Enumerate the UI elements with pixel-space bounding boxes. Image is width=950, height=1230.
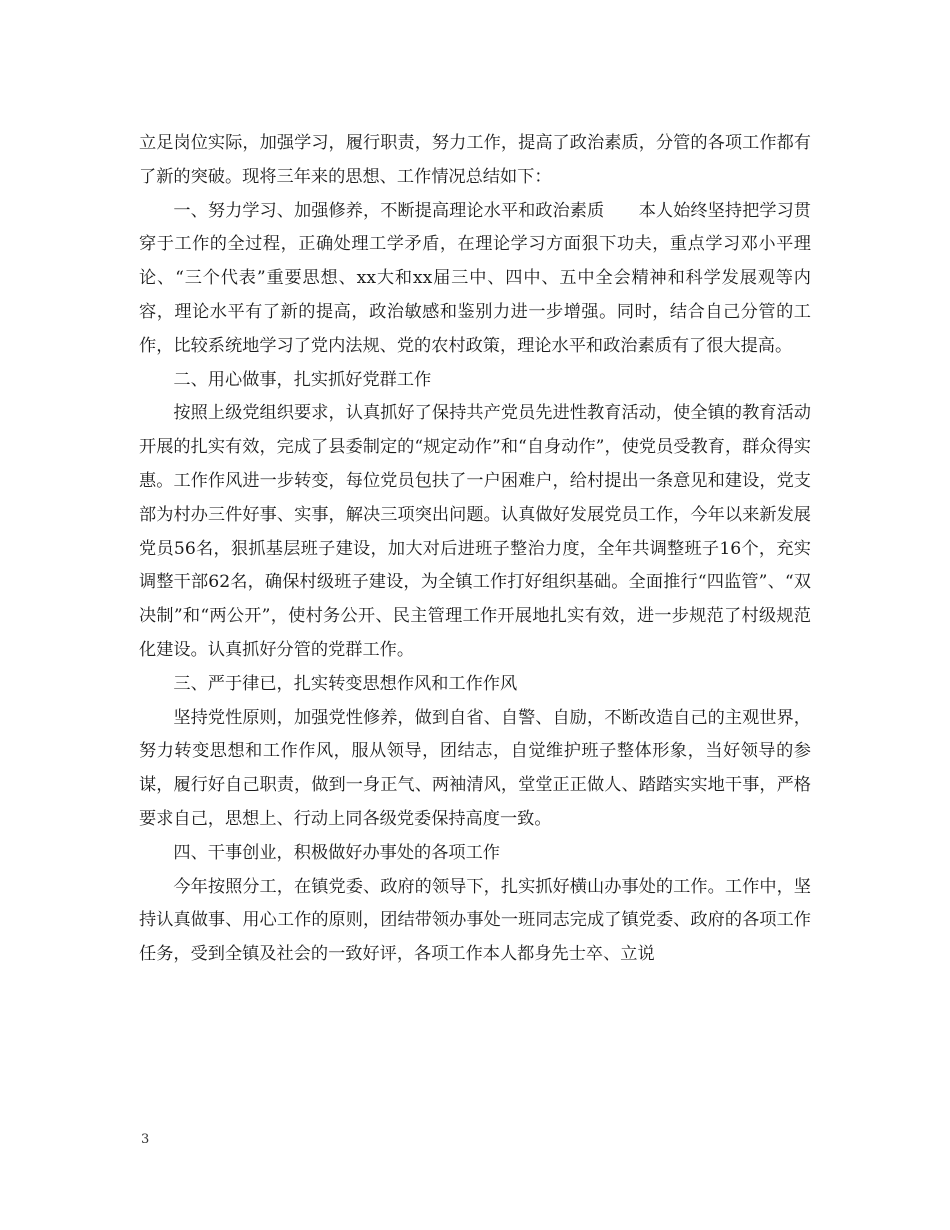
heading-section-3: 三、严于律已，扎实转变思想作风和工作作风 xyxy=(173,673,518,694)
paragraph-section-4: 今年按照分工，在镇党委、政府的领导下，扎实抓好横山办事处的工作。工作中，坚持认真做事、用心工作的原则，团结带领办事处一班同志完成了镇党委、政府的各项工作任务，受到全镇及社会的一致好评，各项工作本人都身先士卒、立说 xyxy=(139,876,811,965)
paragraph-section-2: 按照上级党组织要求，认真抓好了保持共产党员先进性教育活动，使全镇的教育活动开展的扎实有效，完成了县委制定的“规定动作”和“自身动作”，使党员受教育，群众得实惠。工作作风进一步转变，每位党员包扶了一户困难户，给村提出一条意见和建设，党支部为村办三件好事、实事，解决三项突出问题。认真做好发展党员工作，今年以来新发展党员56名，狠抓基层班子建设，加大对后进班子整治力度，全年共调整班子16个，充实调整干部62名，确保村级班子建设，为全镇工作打好组织基础。全面推行“四监管”、“双决制”和“两公开”，使村务公开、民主管理工作开展地扎实有效，进一步规范了村级规范化建设。认真抓好分管的党群工作。 xyxy=(139,403,811,660)
document-body xyxy=(139,127,811,972)
page-number: 3 xyxy=(141,1132,150,1147)
paragraph-intro-continued: 立足岗位实际，加强学习，履行职责，努力工作，提高了政治素质，分管的各项工作都有了新的突破。现将三年来的思想、工作情况总结如下： xyxy=(139,133,811,187)
heading-section-2: 二、用心做事，扎实抓好党群工作 xyxy=(173,369,432,390)
paragraph-section-1: 一、努力学习、加强修养，不断提高理论水平和政治素质 本人始终坚持把学习贯穿于工作的全过程，正确处理工学矛盾，在理论学习方面狠下功夫，重点学习邓小平理论、“三个代表”重要思想、xx大和xx届三中、四中、五中全会精神和科学发展观等内容，理论水平有了新的提高，政治敏感和鉴别力进一步增强。同时，结合自己分管的工作，比较系统地学习了党内法规、党的农村政策，理论水平和政治素质有了很大提高。 xyxy=(139,200,811,356)
paragraph-section-3: 坚持党性原则，加强党性修养，做到自省、自警、自励，不断改造自己的主观世界，努力转变思想和工作作风，服从领导，团结志，自觉维护班子整体形象，当好领导的参谋，履行好自己职责，做到一身正气、两袖清风，堂堂正正做人、踏踏实实地干事，严格要求自己，思想上、行动上同各级党委保持高度一致。 xyxy=(139,707,811,829)
heading-section-4: 四、干事创业，积极做好办事处的各项工作 xyxy=(173,842,500,863)
